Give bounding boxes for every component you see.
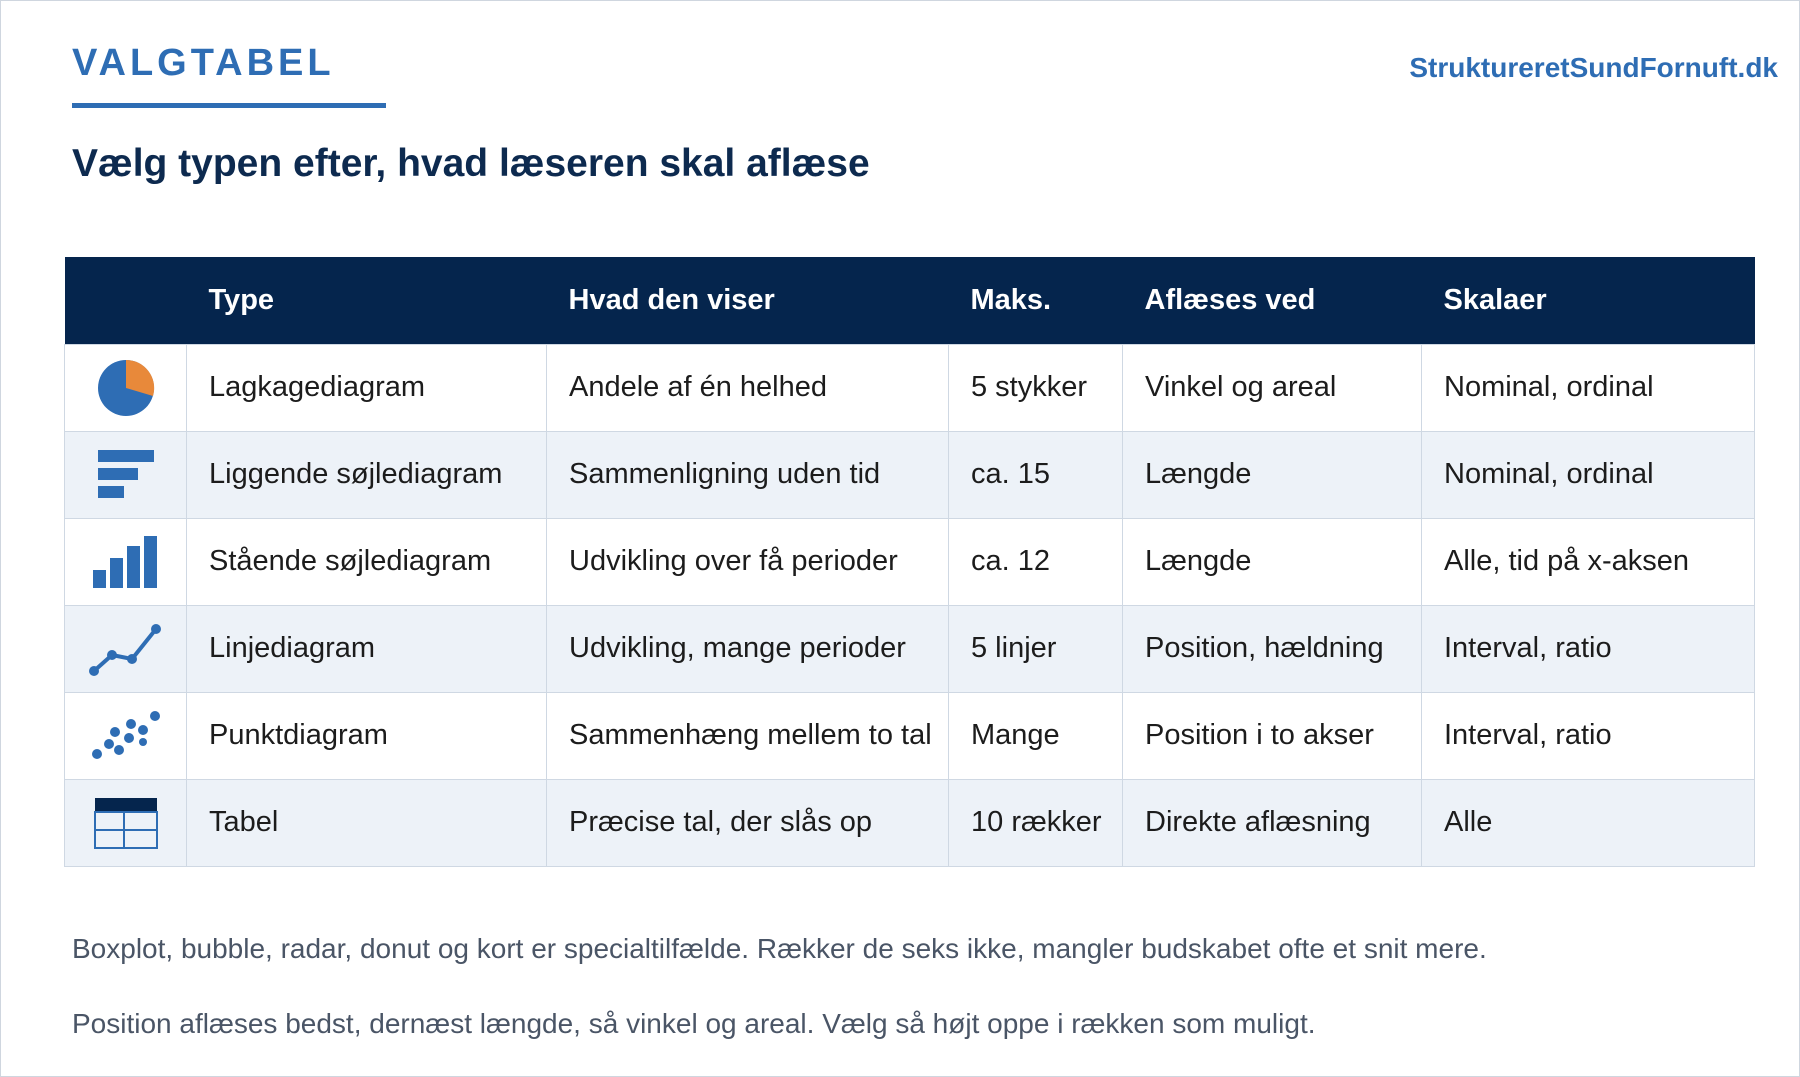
cell-read-by: Position, hældning <box>1123 605 1422 692</box>
cell-shows: Sammenligning uden tid <box>547 431 949 518</box>
cell-shows: Sammenhæng mellem to tal <box>547 692 949 779</box>
cell-max: 10 rækker <box>949 779 1123 866</box>
table-row <box>65 518 1755 605</box>
cell-scales: Nominal, ordinal <box>1422 344 1755 431</box>
cell-read-by: Direkte aflæsning <box>1123 779 1422 866</box>
cell-scales: Nominal, ordinal <box>1422 431 1755 518</box>
cell-scales: Alle <box>1422 779 1755 866</box>
cell-read-by: Position i to akser <box>1123 692 1422 779</box>
column-header-max: Maks. <box>970 283 1052 316</box>
table-icon <box>94 797 158 849</box>
table-row <box>65 605 1755 692</box>
pie-chart-icon <box>96 358 156 418</box>
table-row <box>65 692 1755 779</box>
cell-read-by: Længde <box>1123 518 1422 605</box>
line-chart-icon <box>88 621 164 677</box>
table-row <box>65 431 1755 518</box>
eyebrow-underline <box>72 103 386 108</box>
cell-shows: Andele af én helhed <box>547 344 949 431</box>
cell-scales: Interval, ratio <box>1422 692 1755 779</box>
table-row <box>65 344 1755 431</box>
brand-name: StruktureretSundFornuft.dk <box>1409 52 1778 83</box>
cell-scales: Interval, ratio <box>1422 605 1755 692</box>
cell-max: 5 linjer <box>949 605 1123 692</box>
cell-max: ca. 15 <box>949 431 1123 518</box>
cell-max: 5 stykker <box>949 344 1123 431</box>
chart-choice-table <box>64 257 1755 867</box>
cell-read-by: Længde <box>1123 431 1422 518</box>
footnote-special-cases: Boxplot, bubble, radar, donut og kort er specialtilfælde. Rækker de seks ikke, mangler budskabet ofte et snit mere. <box>72 933 1487 964</box>
column-header-icon <box>65 257 187 344</box>
cell-type: Punktdiagram <box>187 692 547 779</box>
cell-type: Linjediagram <box>187 605 547 692</box>
cell-shows: Præcise tal, der slås op <box>547 779 949 866</box>
horizontal-bar-chart-icon <box>96 448 156 502</box>
cell-max: Mange <box>949 692 1123 779</box>
column-header-read-by: Aflæses ved <box>1144 283 1316 316</box>
scatter-plot-icon <box>91 710 161 762</box>
cell-read-by: Vinkel og areal <box>1123 344 1422 431</box>
column-header-type: Type <box>208 283 275 316</box>
table-row <box>65 779 1755 866</box>
cell-shows: Udvikling, mange perioder <box>547 605 949 692</box>
column-header-shows: Hvad den viser <box>568 283 775 316</box>
vertical-bar-chart-icon <box>91 534 161 590</box>
cell-max: ca. 12 <box>949 518 1123 605</box>
cell-type: Liggende søjlediagram <box>187 431 547 518</box>
cell-type: Lagkagediagram <box>187 344 547 431</box>
cell-scales: Alle, tid på x-aksen <box>1422 518 1755 605</box>
cell-type: Stående søjlediagram <box>187 518 547 605</box>
cell-shows: Udvikling over få perioder <box>547 518 949 605</box>
cell-type: Tabel <box>187 779 547 866</box>
footnote-reading-order: Position aflæses bedst, dernæst længde, så vinkel og areal. Vælg så højt oppe i rækken som muligt. <box>72 1008 1316 1039</box>
column-header-scales: Skalaer <box>1443 283 1547 316</box>
table-header-row <box>65 257 1755 344</box>
page-title: Vælg typen efter, hvad læseren skal aflæse <box>72 142 870 185</box>
eyebrow-label: VALGTABEL <box>72 42 335 84</box>
